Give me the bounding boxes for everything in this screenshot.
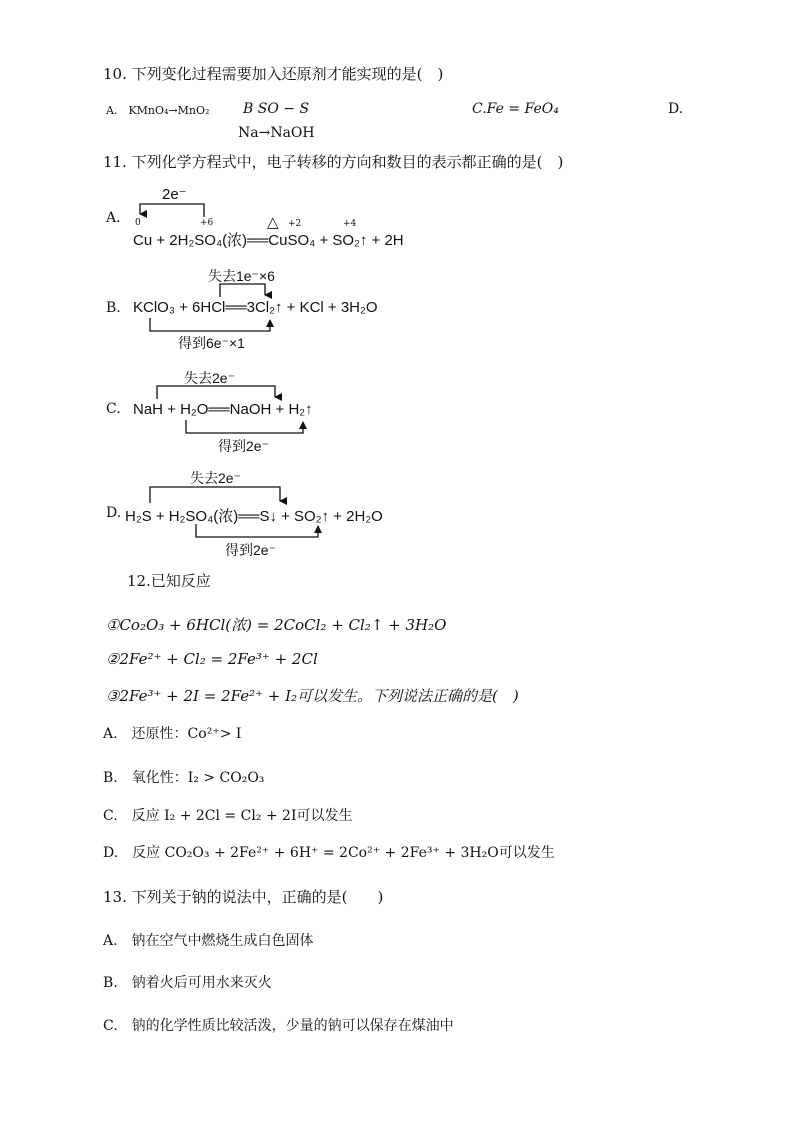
q11-c-gain-label: 得到2e⁻ — [218, 438, 269, 454]
q11-c-equation: NaH + H₂O══NaOH + H₂↑ — [133, 401, 313, 418]
q12-option-d: D. 反应 CO₂O₃ + 2Fe²⁺ + 6H⁺ = 2Co²⁺ + 2Fe³⁺ + 3H₂O可以发生 — [103, 845, 555, 861]
q13-option-b: B. 钠着火后可用水来灭火 — [103, 975, 272, 991]
q11-d-gain-label: 得到2e⁻ — [225, 542, 276, 558]
q11-a-oxidation-s2: +4 — [343, 219, 357, 229]
q11-a-oxidation-s: +6 — [200, 218, 214, 228]
q12-reaction-1: ①Co₂O₃ + 6HCl(浓) = 2CoCl₂ + Cl₂↑ + 3H₂O — [106, 616, 447, 634]
q11-option-c-label: C. — [106, 401, 121, 417]
q11-a-heat-condition: △ — [267, 214, 279, 231]
q11-b-lose-label: 失去1e⁻×6 — [208, 268, 275, 284]
q12-reaction-2: ②2Fe²⁺ + Cl₂ = 2Fe³⁺ + 2Cl — [106, 650, 318, 668]
q11-d-gain-arrow — [196, 524, 318, 537]
q11-a-electron-label: 2e⁻ — [162, 186, 187, 203]
q13-option-a: A. 钠在空气中燃烧生成白色固体 — [103, 933, 314, 949]
q12-reaction-3: ③2Fe³⁺ + 2I = 2Fe²⁺ + I₂可以发生。下列说法正确的是( ) — [106, 687, 519, 705]
q11-a-oxidation-cu: 0 — [135, 218, 141, 228]
q11-option-d-label: D. — [106, 505, 122, 521]
q11-option-b-label: B. — [106, 300, 121, 316]
q10-option-b: B SO − S — [243, 101, 310, 117]
q11-stem: 11. 下列化学方程式中，电子转移的方向和数目的表示都正确的是( ) — [103, 153, 564, 171]
q11-a-equation: Cu + 2H₂SO₄(浓)══CuSO₄ + SO₂↑ + 2H — [133, 232, 404, 249]
q10-option-d: D. — [668, 101, 684, 117]
q11-a-arrow — [140, 204, 204, 217]
q11-a-oxidation-cu2: +2 — [288, 219, 302, 229]
q10-option-b-line2: Na→NaOH — [238, 125, 315, 141]
q13-option-c: C. 钠的化学性质比较活泼，少量的钠可以保存在煤油中 — [103, 1018, 454, 1034]
q11-c-lose-label: 失去2e⁻ — [184, 370, 235, 386]
q11-b-lose-arrow — [220, 284, 265, 297]
q11-c-lose-arrow — [157, 386, 275, 399]
q10-stem: 10. 下列变化过程需要加入还原剂才能实现的是( ) — [103, 65, 444, 83]
q12-stem: 12.已知反应 — [127, 572, 211, 590]
q11-b-equation: KClO₃ + 6HCl══3Cl₂↑ + KCl + 3H₂O — [133, 299, 378, 316]
q10-option-c: C.Fe = FeO₄ — [472, 101, 559, 117]
q11-b-gain-label: 得到6e⁻×1 — [178, 335, 245, 351]
q11-option-a-label: A. — [106, 210, 121, 226]
q12-option-b: B. 氧化性：I₂ > CO₂O₃ — [103, 770, 265, 786]
q11-c-gain-arrow — [186, 420, 303, 433]
q12-option-c: C. 反应 I₂ + 2Cl = Cl₂ + 2I可以发生 — [103, 808, 353, 824]
q11-d-equation: H₂S + H₂SO₄(浓)══S↓ + SO₂↑ + 2H₂O — [125, 508, 383, 525]
q11-d-lose-label: 失去2e⁻ — [190, 470, 241, 486]
q12-option-a: A. 还原性：Co²⁺> I — [103, 726, 242, 742]
q10-option-a: A. KMnO₄→MnO₂ — [106, 104, 210, 117]
q11-b-gain-arrow — [150, 318, 270, 331]
q13-stem: 13. 下列关于钠的说法中，正确的是( ) — [103, 888, 384, 906]
q11-d-lose-arrow — [150, 487, 280, 503]
